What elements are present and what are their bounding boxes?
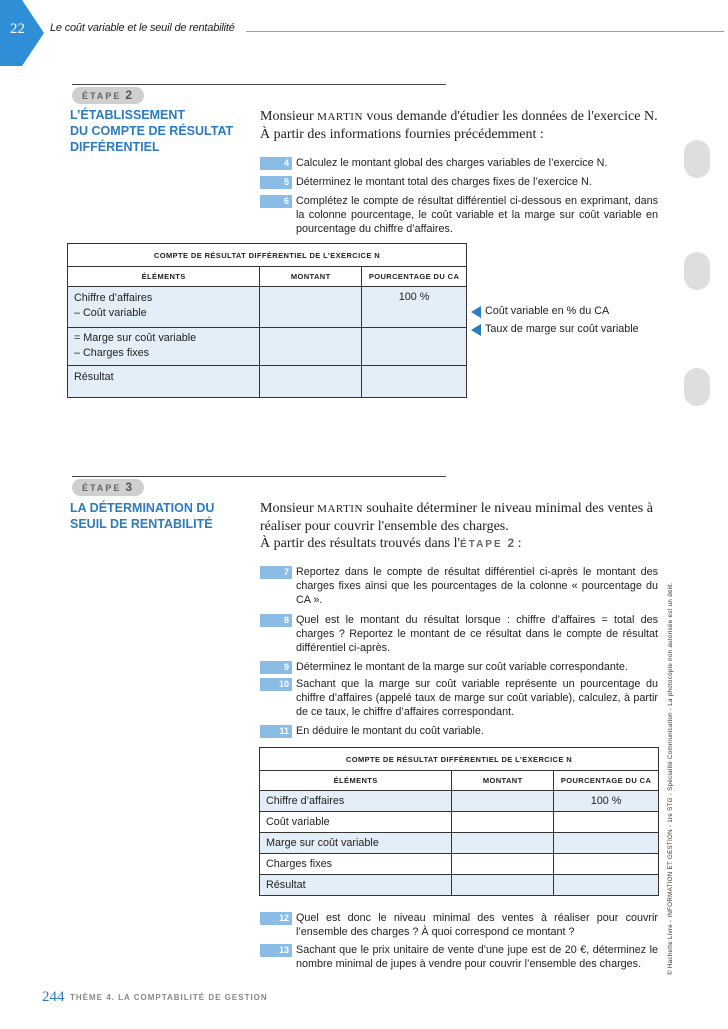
question-number: 11 bbox=[260, 725, 292, 738]
column-header: MONTANT bbox=[260, 267, 362, 287]
question-number: 5 bbox=[260, 176, 292, 189]
question-text: Sachant que le prix unitaire de vente d’une jupe est de 20 €, déterminez le nombre minimal de jupes à vendre pour couvrir l’ensemble des charges. bbox=[296, 944, 658, 970]
question-text: Calculez le montant global des charges variables de l’exercice N. bbox=[296, 157, 608, 169]
percent-cell[interactable] bbox=[362, 366, 467, 398]
question-text: Sachant que la marge sur coût variable représente un pourcentage du chiffre d’affaires (appelé taux de marge sur coût variable), calculez, à partir de ce taux, le chiffre d’affaires correspondant. bbox=[296, 678, 658, 718]
amount-cell[interactable] bbox=[260, 287, 362, 328]
row-label: Chiffre d’affaires bbox=[260, 791, 452, 812]
question-number: 9 bbox=[260, 661, 292, 674]
percent-cell[interactable]: 100 % bbox=[362, 287, 467, 328]
amount-cell[interactable] bbox=[452, 812, 554, 833]
step3-badge: ÉTAPE 3 bbox=[72, 479, 144, 496]
table-row bbox=[260, 854, 659, 875]
footer-theme: THÈME 4. LA COMPTABILITÉ DE GESTION bbox=[70, 993, 268, 1002]
question-number: 7 bbox=[260, 566, 292, 579]
step2-intro: Monsieur MARTIN vous demande d'étudier les données de l'exercice N. À partir des informations fournies précédemment : bbox=[260, 109, 658, 142]
amount-cell[interactable] bbox=[452, 791, 554, 812]
step-rule bbox=[72, 84, 446, 85]
question-text: Déterminez le montant de la marge sur coût variable correspondante. bbox=[296, 661, 628, 673]
question-number: 4 bbox=[260, 157, 292, 170]
table-row bbox=[260, 833, 659, 854]
percent-cell[interactable] bbox=[554, 854, 659, 875]
question-number: 8 bbox=[260, 614, 292, 627]
table-row bbox=[68, 287, 467, 328]
table-row bbox=[260, 791, 659, 812]
question-text: Quel est le montant du résultat lorsque : chiffre d’affaires = total des charges ? Reportez le montant de ce résultat dans le compte de résultat différentiel ci-après. bbox=[296, 614, 658, 654]
percent-cell[interactable] bbox=[554, 875, 659, 896]
step3-intro: Monsieur MARTIN souhaite déterminer le niveau minimal des ventes à réaliser pour couvrir l'ensemble des charges. À partir des résultats trouvés dans l'ÉTAPE 2 : bbox=[260, 501, 653, 551]
column-header: POURCENTAGE DU CA bbox=[554, 771, 659, 791]
footer-page-number: 244 bbox=[42, 989, 65, 1005]
chapter-page-number: 22 bbox=[10, 21, 25, 37]
arrow-left-icon bbox=[471, 324, 481, 336]
table-row bbox=[68, 328, 467, 366]
table-row bbox=[260, 812, 659, 833]
percent-cell[interactable] bbox=[362, 328, 467, 366]
question-number: 6 bbox=[260, 195, 292, 208]
copyright-notice: © Hachette Livre - INFORMATION ET GESTION - 1re STG - Spécialité Communication - La photocopie non autorisée est un délit. bbox=[667, 581, 674, 975]
question-text: En déduire le montant du coût variable. bbox=[296, 725, 484, 737]
percent-cell[interactable]: 100 % bbox=[554, 791, 659, 812]
column-header: MONTANT bbox=[452, 771, 554, 791]
header-title: Le coût variable et le seuil de rentabilité bbox=[50, 22, 235, 34]
step2-badge: ÉTAPE 2 bbox=[72, 87, 144, 104]
table-row bbox=[260, 875, 659, 896]
percent-cell[interactable] bbox=[554, 833, 659, 854]
question-text: Reportez dans le compte de résultat différentiel ci-après le montant des charges fixes ainsi que les pourcentages de la colonne « pourcentage du CA ». bbox=[296, 566, 658, 606]
differential-income-table-step3 bbox=[259, 747, 659, 896]
column-header: ÉLÉMENTS bbox=[260, 771, 452, 791]
amount-cell[interactable] bbox=[260, 328, 362, 366]
side-note: Coût variable en % du CA bbox=[485, 305, 610, 317]
row-label: Coût variable bbox=[260, 812, 452, 833]
table-row bbox=[68, 366, 467, 398]
differential-income-table-step2 bbox=[67, 243, 467, 398]
margin-tab-mark bbox=[684, 252, 710, 290]
side-note: Taux de marge sur coût variable bbox=[485, 323, 639, 335]
column-header: POURCENTAGE DU CA bbox=[362, 267, 467, 287]
row-label: = Marge sur coût variable – Charges fixes bbox=[68, 328, 260, 366]
step3-title: LA DÉTERMINATION DU SEUIL DE RENTABILITÉ bbox=[70, 501, 215, 531]
row-label: Résultat bbox=[68, 366, 260, 398]
amount-cell[interactable] bbox=[452, 833, 554, 854]
header-rule bbox=[246, 31, 724, 32]
question-number: 12 bbox=[260, 912, 292, 925]
amount-cell[interactable] bbox=[452, 854, 554, 875]
table-caption: COMPTE DE RÉSULTAT DIFFÉRENTIEL DE L’EXERCICE N bbox=[68, 244, 467, 267]
step2-title: L’ÉTABLISSEMENT DU COMPTE DE RÉSULTAT DIFFÉRENTIEL bbox=[70, 108, 234, 154]
question-number: 13 bbox=[260, 944, 292, 957]
question-number: 10 bbox=[260, 678, 292, 691]
table-caption: COMPTE DE RÉSULTAT DIFFÉRENTIEL DE L’EXERCICE N bbox=[260, 748, 659, 771]
row-label: Chiffre d’affaires – Coût variable bbox=[68, 287, 260, 328]
margin-tab-mark bbox=[684, 140, 710, 178]
arrow-left-icon bbox=[471, 306, 481, 318]
row-label: Charges fixes bbox=[260, 854, 452, 875]
margin-tab-mark bbox=[684, 368, 710, 406]
step-rule bbox=[72, 476, 446, 477]
question-text: Déterminez le montant total des charges fixes de l’exercice N. bbox=[296, 176, 592, 188]
amount-cell[interactable] bbox=[452, 875, 554, 896]
row-label: Résultat bbox=[260, 875, 452, 896]
question-text: Complétez le compte de résultat différentiel ci-dessous en exprimant, dans la colonne pourcentage, le coût variable et la marge sur coût variable en pourcentage du chiffre d’affaires. bbox=[296, 195, 658, 235]
percent-cell[interactable] bbox=[554, 812, 659, 833]
column-header: ÉLÉMENTS bbox=[68, 267, 260, 287]
amount-cell[interactable] bbox=[260, 366, 362, 398]
row-label: Marge sur coût variable bbox=[260, 833, 452, 854]
question-text: Quel est donc le niveau minimal des ventes à réaliser pour couvrir l’ensemble des charges ? À quoi correspond ce montant ? bbox=[296, 912, 658, 938]
